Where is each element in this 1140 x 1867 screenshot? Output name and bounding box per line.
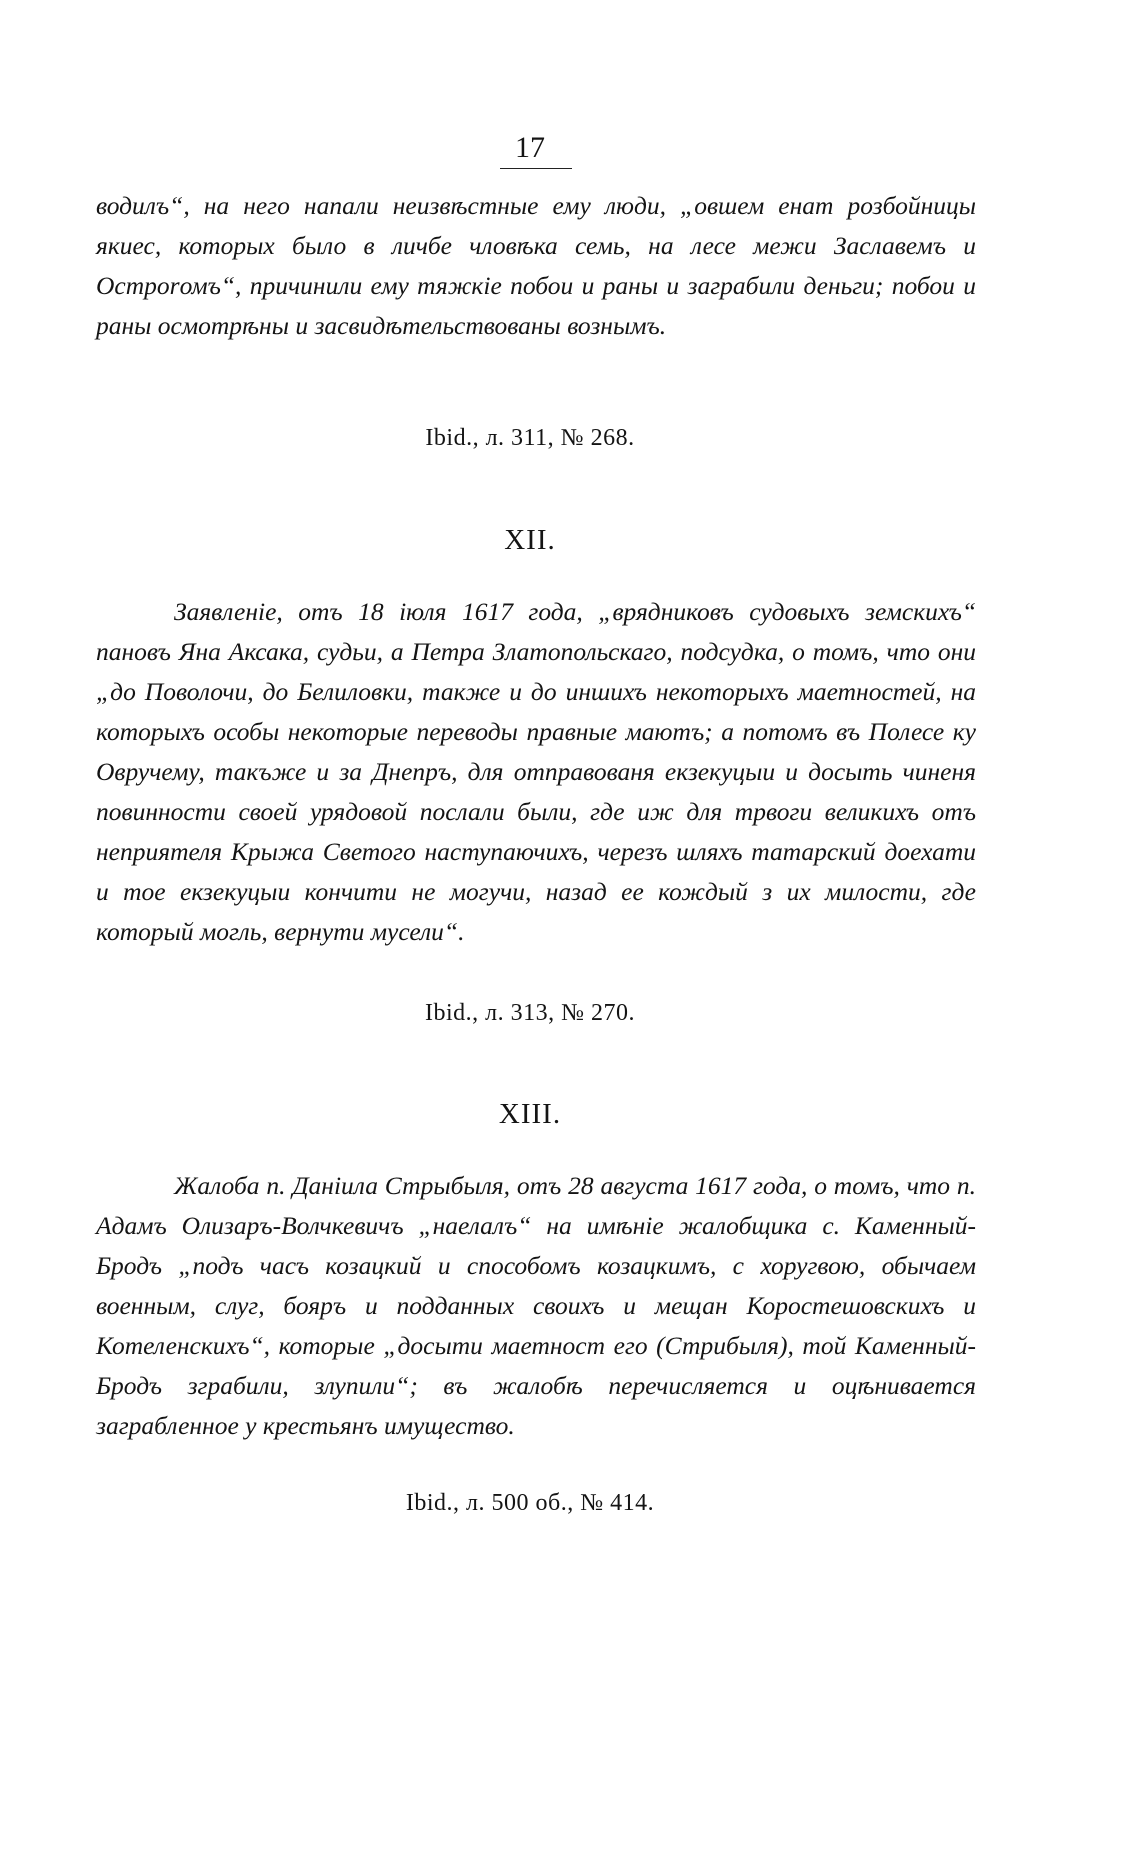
page-number: 17	[515, 131, 545, 164]
section-heading-xiii: XIII.	[498, 1098, 562, 1130]
section-xiii-paragraph: Жалоба п. Даніила Стрыбыля, отъ 28 августа 1617 года, о томъ, что п. Адамъ Олизаръ-Волчкевичъ „наелалъ“ на имѣніе жалобщика с. Каменный-Бродъ „подъ часъ козацкий и способомъ козацкимъ, с хоругвою, обычаем военным, слуг, бояръ и подданных своихъ и мещан Коростешовскихъ и Котеленскихъ“, которые „досыти маетност его (Стрибыля), той Каменный-Бродъ зграбили, злупили“; въ жалобѣ перечисляется и оцѣнивается заграбленное у крестьянъ имущество.	[96, 1171, 976, 1440]
page-number-rule	[500, 168, 572, 169]
section-xii-reference: Ibid., л. 313, № 270.	[424, 1000, 636, 1026]
intro-paragraph: водилъ“, на него напали неизвѣстные ему люди, „овшем енат розбойницы якиес, которых было в личбе чловѣка семь, на лесе межи Заславемъ и Остроrомъ“, причинили ему тяжкіе побои и раны и заграбили деньги; побои и раны осмотрѣны и засвидѣтельствованы вознымъ.	[96, 191, 976, 340]
section-xiii-reference: Ibid., л. 500 об., № 414.	[405, 1490, 655, 1516]
section-xii-paragraph: Заявленіе, отъ 18 іюля 1617 года, „врядниковъ судовыхъ земскихъ“ пановъ Яна Аксака, судьи, а Петра Златопольскаго, подсудка, о томъ, что они „до Поволочи, до Белиловки, также и до иншихъ некоторыхъ маетностей, на которыхъ особы некоторые переводы правные маютъ; а потомъ въ Полесе ку Овручему, такъже и за Днепръ, для отправованя екзекуцыи и досыть чиненя повинности своей урядовой послали были, где иж для трвоги великихъ отъ неприятеля Крыжа Светого наступаючихъ, черезъ шляхъ татарский доехати и тое екзекуцыи кончити не могучи, назад ее кождый з их милости, где который могль, вернути мусели“.	[96, 597, 976, 946]
section-heading-xii: XII.	[504, 524, 556, 556]
intro-reference: Ibid., л. 311, № 268.	[425, 425, 635, 451]
